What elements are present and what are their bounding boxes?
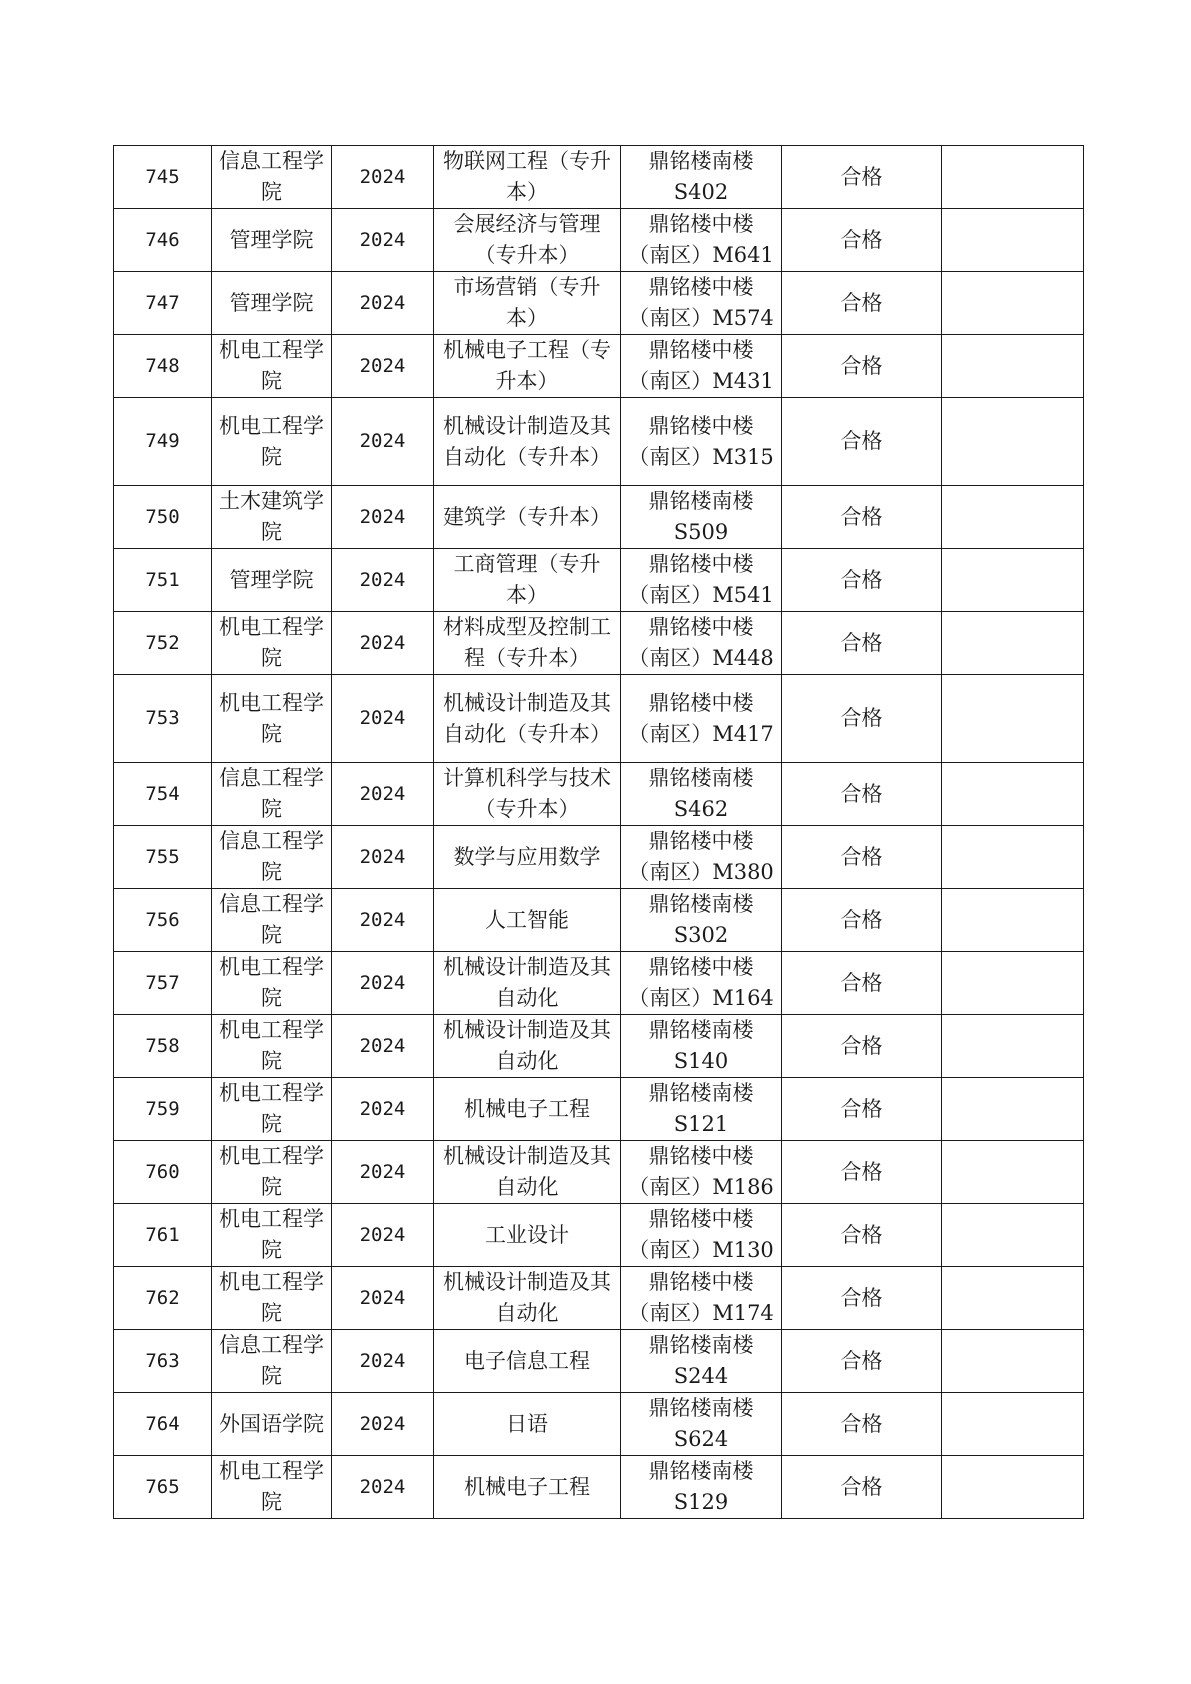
room-building: 鼎铭楼南楼 <box>648 1018 754 1042</box>
cell-major: 物联网工程（专升本） <box>434 146 621 209</box>
room-number: S624 <box>673 1427 729 1451</box>
table-row <box>114 826 1084 889</box>
cell-room <box>621 486 782 549</box>
room-number: S462 <box>673 797 729 821</box>
cell-number: 748 <box>114 335 212 398</box>
room-building: 鼎铭楼南楼 <box>648 766 754 790</box>
room-number: （南区）M641 <box>628 243 774 267</box>
cell-room <box>621 209 782 272</box>
cell-number: 760 <box>114 1141 212 1204</box>
cell-number: 762 <box>114 1267 212 1330</box>
cell-remark <box>942 1267 1084 1330</box>
cell-remark <box>942 1141 1084 1204</box>
cell-remark <box>942 398 1084 486</box>
cell-year: 2024 <box>332 1015 434 1078</box>
cell-remark <box>942 1204 1084 1267</box>
table-row <box>114 1330 1084 1393</box>
cell-result: 合格 <box>782 272 942 335</box>
cell-room <box>621 1204 782 1267</box>
cell-major: 机械电子工程 <box>434 1078 621 1141</box>
cell-room <box>621 826 782 889</box>
table-row <box>114 675 1084 763</box>
cell-major: 人工智能 <box>434 889 621 952</box>
cell-year: 2024 <box>332 272 434 335</box>
cell-result: 合格 <box>782 398 942 486</box>
cell-major: 机械设计制造及其自动化 <box>434 1141 621 1204</box>
cell-college: 信息工程学院 <box>212 1330 332 1393</box>
cell-remark <box>942 675 1084 763</box>
cell-room <box>621 335 782 398</box>
cell-remark <box>942 486 1084 549</box>
cell-room <box>621 612 782 675</box>
room-building: 鼎铭楼南楼 <box>648 1459 754 1483</box>
cell-number: 764 <box>114 1393 212 1456</box>
cell-year: 2024 <box>332 549 434 612</box>
cell-remark <box>942 889 1084 952</box>
cell-college: 土木建筑学院 <box>212 486 332 549</box>
cell-number: 758 <box>114 1015 212 1078</box>
room-number: （南区）M417 <box>628 721 774 746</box>
table-row <box>114 763 1084 826</box>
cell-year: 2024 <box>332 335 434 398</box>
results-table-body <box>114 146 1084 1519</box>
room-number: （南区）M431 <box>628 369 774 393</box>
cell-result: 合格 <box>782 209 942 272</box>
cell-major: 工业设计 <box>434 1204 621 1267</box>
cell-college: 管理学院 <box>212 549 332 612</box>
cell-college: 机电工程学院 <box>212 1267 332 1330</box>
cell-remark <box>942 1078 1084 1141</box>
cell-result: 合格 <box>782 335 942 398</box>
cell-college: 信息工程学院 <box>212 826 332 889</box>
table-row <box>114 486 1084 549</box>
cell-year: 2024 <box>332 486 434 549</box>
room-building: 鼎铭楼中楼 <box>648 955 754 979</box>
table-row <box>114 1393 1084 1456</box>
cell-result: 合格 <box>782 1078 942 1141</box>
cell-number: 749 <box>114 398 212 486</box>
cell-major: 机械设计制造及其自动化（专升本） <box>434 675 621 763</box>
cell-number: 750 <box>114 486 212 549</box>
cell-remark <box>942 826 1084 889</box>
cell-college: 信息工程学院 <box>212 763 332 826</box>
table-row <box>114 549 1084 612</box>
table-row <box>114 1267 1084 1330</box>
cell-result: 合格 <box>782 826 942 889</box>
cell-room <box>621 398 782 486</box>
cell-result: 合格 <box>782 1330 942 1393</box>
cell-result: 合格 <box>782 612 942 675</box>
cell-year: 2024 <box>332 1456 434 1519</box>
cell-year: 2024 <box>332 1078 434 1141</box>
cell-year: 2024 <box>332 826 434 889</box>
cell-college: 管理学院 <box>212 272 332 335</box>
cell-result: 合格 <box>782 1141 942 1204</box>
cell-number: 755 <box>114 826 212 889</box>
room-building: 鼎铭楼中楼 <box>648 1207 754 1231</box>
cell-major: 会展经济与管理（专升本） <box>434 209 621 272</box>
cell-remark <box>942 209 1084 272</box>
cell-result: 合格 <box>782 1267 942 1330</box>
cell-result: 合格 <box>782 549 942 612</box>
cell-result: 合格 <box>782 1015 942 1078</box>
table-row <box>114 612 1084 675</box>
cell-remark <box>942 272 1084 335</box>
room-number: （南区）M380 <box>628 860 774 884</box>
cell-result: 合格 <box>782 146 942 209</box>
cell-college: 机电工程学院 <box>212 1141 332 1204</box>
room-building: 鼎铭楼中楼 <box>648 1270 754 1294</box>
cell-major: 机械电子工程（专升本） <box>434 335 621 398</box>
table-row <box>114 1078 1084 1141</box>
cell-number: 761 <box>114 1204 212 1267</box>
room-number: （南区）M541 <box>628 583 774 607</box>
cell-year: 2024 <box>332 146 434 209</box>
cell-college: 机电工程学院 <box>212 1078 332 1141</box>
cell-remark <box>942 335 1084 398</box>
cell-year: 2024 <box>332 1141 434 1204</box>
cell-remark <box>942 763 1084 826</box>
cell-year: 2024 <box>332 889 434 952</box>
cell-room <box>621 1267 782 1330</box>
cell-number: 757 <box>114 952 212 1015</box>
cell-college: 机电工程学院 <box>212 1204 332 1267</box>
cell-room <box>621 146 782 209</box>
cell-college: 管理学院 <box>212 209 332 272</box>
table-row <box>114 1204 1084 1267</box>
cell-number: 756 <box>114 889 212 952</box>
cell-major: 机械设计制造及其自动化 <box>434 1267 621 1330</box>
table-row <box>114 1456 1084 1519</box>
room-number: S244 <box>673 1364 729 1388</box>
cell-result: 合格 <box>782 952 942 1015</box>
room-number: S402 <box>673 180 729 204</box>
cell-major: 材料成型及控制工程（专升本） <box>434 612 621 675</box>
room-building: 鼎铭楼南楼 <box>648 489 754 513</box>
cell-major: 数学与应用数学 <box>434 826 621 889</box>
cell-number: 765 <box>114 1456 212 1519</box>
cell-remark <box>942 1456 1084 1519</box>
table-row <box>114 1015 1084 1078</box>
room-number: S302 <box>673 923 729 947</box>
table-row <box>114 146 1084 209</box>
room-number: （南区）M186 <box>628 1175 774 1199</box>
room-number: （南区）M174 <box>628 1301 774 1325</box>
room-building: 鼎铭楼南楼 <box>648 1333 754 1357</box>
cell-major: 机械设计制造及其自动化 <box>434 952 621 1015</box>
cell-remark <box>942 549 1084 612</box>
table-row <box>114 1141 1084 1204</box>
cell-college: 机电工程学院 <box>212 612 332 675</box>
room-building: 鼎铭楼中楼 <box>648 275 754 299</box>
cell-year: 2024 <box>332 952 434 1015</box>
cell-result: 合格 <box>782 1204 942 1267</box>
cell-major: 日语 <box>434 1393 621 1456</box>
cell-major: 电子信息工程 <box>434 1330 621 1393</box>
room-building: 鼎铭楼南楼 <box>648 1396 754 1420</box>
cell-remark <box>942 146 1084 209</box>
cell-year: 2024 <box>332 1267 434 1330</box>
room-building: 鼎铭楼中楼 <box>648 1144 754 1168</box>
cell-room <box>621 1015 782 1078</box>
cell-major: 建筑学（专升本） <box>434 486 621 549</box>
cell-college: 外国语学院 <box>212 1393 332 1456</box>
table-row <box>114 398 1084 486</box>
cell-number: 745 <box>114 146 212 209</box>
cell-college: 机电工程学院 <box>212 1015 332 1078</box>
cell-room <box>621 675 782 763</box>
room-number: （南区）M448 <box>628 646 774 670</box>
room-building: 鼎铭楼南楼 <box>648 149 754 173</box>
table-row <box>114 209 1084 272</box>
room-number: （南区）M164 <box>628 986 774 1010</box>
cell-college: 机电工程学院 <box>212 335 332 398</box>
cell-year: 2024 <box>332 398 434 486</box>
room-building: 鼎铭楼中楼 <box>648 413 754 438</box>
cell-college: 信息工程学院 <box>212 889 332 952</box>
cell-remark <box>942 1015 1084 1078</box>
cell-major: 工商管理（专升本） <box>434 549 621 612</box>
cell-year: 2024 <box>332 209 434 272</box>
room-building: 鼎铭楼中楼 <box>648 338 754 362</box>
room-building: 鼎铭楼中楼 <box>648 690 754 715</box>
cell-result: 合格 <box>782 486 942 549</box>
cell-remark <box>942 1330 1084 1393</box>
cell-year: 2024 <box>332 612 434 675</box>
cell-number: 746 <box>114 209 212 272</box>
cell-result: 合格 <box>782 889 942 952</box>
cell-result: 合格 <box>782 1456 942 1519</box>
room-building: 鼎铭楼中楼 <box>648 829 754 853</box>
results-table <box>113 145 1084 1519</box>
cell-room <box>621 1078 782 1141</box>
cell-major: 机械设计制造及其自动化 <box>434 1015 621 1078</box>
table-row <box>114 952 1084 1015</box>
cell-college: 机电工程学院 <box>212 675 332 763</box>
cell-major: 机械电子工程 <box>434 1456 621 1519</box>
cell-year: 2024 <box>332 1330 434 1393</box>
room-building: 鼎铭楼南楼 <box>648 892 754 916</box>
cell-year: 2024 <box>332 1393 434 1456</box>
cell-result: 合格 <box>782 675 942 763</box>
table-row <box>114 272 1084 335</box>
cell-room <box>621 272 782 335</box>
room-number: S121 <box>673 1112 729 1136</box>
cell-room <box>621 1141 782 1204</box>
cell-number: 759 <box>114 1078 212 1141</box>
cell-number: 752 <box>114 612 212 675</box>
room-number: （南区）M315 <box>628 444 774 469</box>
room-building: 鼎铭楼中楼 <box>648 552 754 576</box>
room-number: S140 <box>673 1049 729 1073</box>
cell-room <box>621 763 782 826</box>
cell-number: 753 <box>114 675 212 763</box>
cell-result: 合格 <box>782 763 942 826</box>
cell-remark <box>942 612 1084 675</box>
room-building: 鼎铭楼中楼 <box>648 615 754 639</box>
cell-room <box>621 1456 782 1519</box>
table-row <box>114 335 1084 398</box>
room-number: S129 <box>673 1490 729 1514</box>
cell-college: 信息工程学院 <box>212 146 332 209</box>
cell-room <box>621 952 782 1015</box>
cell-college: 机电工程学院 <box>212 398 332 486</box>
table-row <box>114 889 1084 952</box>
cell-number: 754 <box>114 763 212 826</box>
cell-result: 合格 <box>782 1393 942 1456</box>
cell-room <box>621 1330 782 1393</box>
room-building: 鼎铭楼南楼 <box>648 1081 754 1105</box>
cell-remark <box>942 1393 1084 1456</box>
room-number: S509 <box>673 520 729 544</box>
cell-college: 机电工程学院 <box>212 1456 332 1519</box>
cell-number: 763 <box>114 1330 212 1393</box>
room-number: （南区）M130 <box>628 1238 774 1262</box>
cell-room <box>621 889 782 952</box>
cell-year: 2024 <box>332 675 434 763</box>
cell-college: 机电工程学院 <box>212 952 332 1015</box>
cell-room <box>621 1393 782 1456</box>
room-building: 鼎铭楼中楼 <box>648 212 754 236</box>
cell-number: 747 <box>114 272 212 335</box>
cell-major: 计算机科学与技术（专升本） <box>434 763 621 826</box>
cell-remark <box>942 952 1084 1015</box>
cell-year: 2024 <box>332 1204 434 1267</box>
cell-major: 市场营销（专升本） <box>434 272 621 335</box>
room-number: （南区）M574 <box>628 306 774 330</box>
cell-year: 2024 <box>332 763 434 826</box>
cell-major: 机械设计制造及其自动化（专升本） <box>434 398 621 486</box>
cell-number: 751 <box>114 549 212 612</box>
cell-room <box>621 549 782 612</box>
